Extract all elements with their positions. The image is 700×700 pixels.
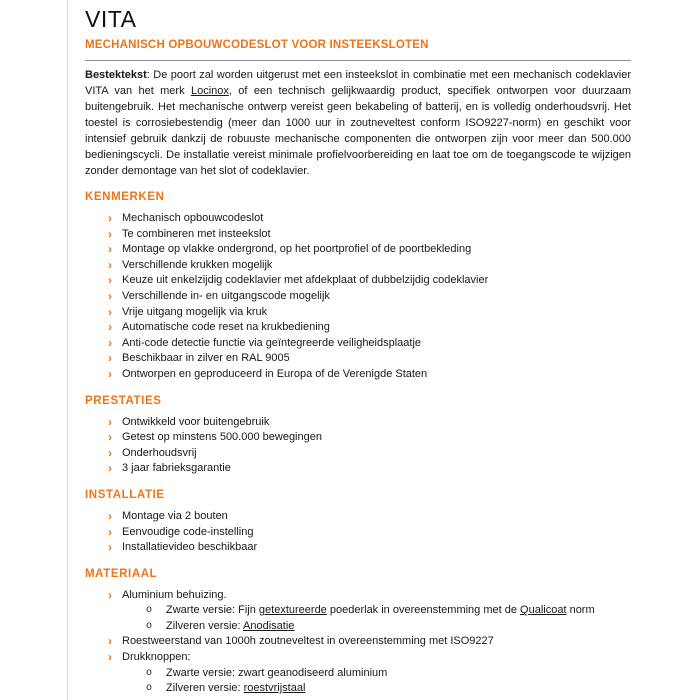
sub-list-item-text bbox=[166, 619, 631, 635]
list-item-text bbox=[122, 446, 631, 462]
text-segment: Onderhoudsvrij bbox=[122, 446, 197, 459]
list-item-text bbox=[122, 258, 631, 274]
bullet-arrow-icon: › bbox=[108, 524, 112, 539]
text-segment: Ontworpen en geproduceerd in Europa of de Verenigde Staten bbox=[122, 367, 428, 380]
bullet-arrow-icon: › bbox=[108, 257, 112, 272]
text-segment: Zwarte versie: Fijn bbox=[166, 604, 259, 617]
section-heading-kenmerken: KENMERKEN bbox=[85, 191, 165, 203]
list-item-text bbox=[122, 351, 631, 367]
list-item-text bbox=[122, 211, 631, 227]
list-item bbox=[85, 650, 631, 666]
text-segment: , of een technisch gelijkwaardig product, specifiek ontworpen voor duurzaam buitengebruik. Het mechanische ontwerp vereist geen bekabeling of batterij, en is volledig onderhoudsvrij. Het toestel is corrosiebestendig (meer dan 1000 uur in zoutneveltest conform ISO9227-norm) en geschikt voor intensief gebruik dankzij de robuuste mechanische componenten die ontworpen zijn voor meer dan 500.000 bedieningscycli. De installatie vereist minimale profielvoorbereiding en laat toe om de toegangscode te wijzigen zonder demontage van het slot of codeklavier. bbox=[85, 85, 631, 177]
bullet-arrow-icon: › bbox=[108, 288, 112, 303]
list-item-text bbox=[122, 415, 631, 431]
spec-paragraph bbox=[85, 67, 631, 179]
text-segment: Keuze uit enkelzijdig codeklavier met afdekplaat of dubbelzijdig codeklavier bbox=[122, 274, 489, 287]
list-item-text bbox=[122, 461, 631, 477]
section-heading-materiaal: MATERIAAL bbox=[85, 567, 158, 580]
text-segment: poederlak in overeenstemming met de bbox=[326, 604, 521, 617]
installatie-list bbox=[85, 509, 631, 556]
horizontal-rule bbox=[85, 60, 631, 61]
list-item bbox=[85, 336, 631, 352]
bullet-arrow-icon: › bbox=[108, 226, 112, 241]
list-item bbox=[85, 367, 631, 383]
list-item-text bbox=[122, 305, 631, 321]
text-segment: Ontwikkeld voor buitengebruik bbox=[122, 415, 270, 428]
underlined-link-text[interactable]: Qualicoat bbox=[520, 604, 567, 617]
list-item bbox=[85, 258, 631, 274]
text-segment: Anti-code detectie functie via geïntegreerde veiligheidsplaatje bbox=[122, 336, 422, 349]
list-item bbox=[85, 430, 631, 446]
list-item bbox=[85, 634, 631, 650]
sub-list-item bbox=[85, 603, 631, 619]
bullet-arrow-icon: › bbox=[108, 461, 112, 476]
text-segment: Drukknoppen: bbox=[122, 651, 191, 664]
list-item bbox=[85, 525, 631, 541]
list-item-text bbox=[122, 540, 631, 556]
text-segment: Eenvoudige code-instelling bbox=[122, 525, 254, 538]
bullet-arrow-icon: › bbox=[108, 414, 112, 429]
list-item bbox=[85, 446, 631, 462]
list-item bbox=[85, 540, 631, 556]
list-item-text bbox=[122, 588, 631, 604]
prestaties-list bbox=[85, 415, 631, 477]
list-item-text bbox=[122, 242, 631, 258]
list-item bbox=[85, 461, 631, 477]
bullet-arrow-icon: › bbox=[108, 211, 112, 225]
bullet-arrow-icon: › bbox=[108, 445, 112, 460]
list-item bbox=[85, 227, 631, 243]
section-installatie bbox=[85, 489, 631, 556]
sub-list-item-text bbox=[166, 681, 631, 697]
text-segment: Beschikbaar in zilver en RAL 9005 bbox=[122, 352, 290, 365]
text-segment: Montage op vlakke ondergrond, op het poortprofiel of de poortbekleding bbox=[122, 243, 472, 256]
list-item bbox=[85, 289, 631, 305]
text-segment: Bestektekst bbox=[85, 69, 147, 81]
list-item bbox=[85, 588, 631, 604]
bullet-arrow-icon: › bbox=[108, 540, 112, 555]
bullet-arrow-icon: › bbox=[108, 335, 112, 350]
sub-bullet-icon: o bbox=[146, 605, 153, 617]
bullet-arrow-icon: › bbox=[108, 634, 112, 649]
sub-list-item bbox=[85, 619, 631, 635]
underlined-link-text[interactable]: Locinox bbox=[190, 85, 229, 97]
sub-list-item-text bbox=[166, 666, 631, 682]
bullet-arrow-icon: › bbox=[108, 366, 112, 381]
sub-list-item bbox=[85, 666, 631, 682]
document-subtitle: MECHANISCH OPBOUWCODESLOT VOOR INSTEEKSLOTEN bbox=[85, 39, 429, 51]
section-kenmerken bbox=[85, 191, 631, 383]
list-item bbox=[85, 242, 631, 258]
bullet-arrow-icon: › bbox=[108, 351, 112, 366]
list-item-text bbox=[122, 336, 631, 352]
bullet-arrow-icon: › bbox=[108, 430, 112, 445]
list-item bbox=[85, 273, 631, 289]
list-item-text bbox=[122, 273, 631, 289]
text-segment: Installatievideo beschikbaar bbox=[122, 541, 258, 554]
list-item-text bbox=[122, 525, 631, 541]
sub-bullet-icon: o bbox=[146, 683, 153, 695]
page-margin-guide bbox=[67, 0, 68, 700]
list-item-text bbox=[122, 320, 631, 336]
text-segment: Roestweerstand van 1000h zoutneveltest in overeenstemming met ISO9227 bbox=[122, 635, 494, 648]
bullet-arrow-icon: › bbox=[108, 650, 112, 665]
bullet-arrow-icon: › bbox=[108, 508, 112, 523]
section-prestaties bbox=[85, 395, 631, 477]
document-title: VITA bbox=[85, 6, 137, 32]
sub-bullet-icon: o bbox=[146, 620, 153, 632]
text-segment: 3 jaar fabrieksgarantie bbox=[122, 462, 231, 475]
list-item bbox=[85, 509, 631, 525]
text-segment: Te combineren met insteekslot bbox=[122, 227, 271, 240]
bullet-arrow-icon: › bbox=[108, 320, 112, 335]
text-segment: Zilveren versie: bbox=[166, 619, 244, 632]
text-segment: Aluminium behuizing. bbox=[122, 588, 227, 601]
section-heading-installatie: INSTALLATIE bbox=[85, 488, 165, 501]
text-segment: norm bbox=[566, 604, 595, 617]
text-segment: Mechanisch opbouwcodeslot bbox=[122, 212, 264, 224]
text-segment: Zilveren versie: bbox=[166, 682, 244, 695]
underlined-link-text[interactable]: getextureerde bbox=[258, 604, 327, 617]
list-item bbox=[85, 305, 631, 321]
bullet-arrow-icon: › bbox=[108, 304, 112, 319]
underlined-link-text[interactable]: roestvrijstaal bbox=[243, 682, 306, 695]
text-segment: Zwarte versie: zwart geanodiseerd aluminium bbox=[166, 666, 388, 679]
text-segment: Automatische code reset na krukbediening bbox=[122, 321, 330, 334]
materiaal-list bbox=[85, 588, 631, 697]
sub-list-item-text bbox=[166, 603, 631, 619]
list-item-text bbox=[122, 227, 631, 243]
bullet-arrow-icon: › bbox=[108, 587, 112, 602]
list-item bbox=[85, 415, 631, 431]
text-segment: Verschillende in- en uitgangscode mogelijk bbox=[122, 289, 330, 302]
list-item bbox=[85, 351, 631, 367]
sub-bullet-icon: o bbox=[146, 667, 153, 679]
document-content bbox=[85, 0, 631, 697]
text-segment: Verschillende krukken mogelijk bbox=[122, 258, 273, 271]
list-item-text bbox=[122, 367, 631, 383]
bullet-arrow-icon: › bbox=[108, 242, 112, 257]
section-materiaal bbox=[85, 568, 631, 697]
sub-list-item bbox=[85, 681, 631, 697]
list-item-text bbox=[122, 430, 631, 446]
text-segment: Montage via 2 bouten bbox=[122, 509, 228, 522]
list-item bbox=[85, 211, 631, 227]
list-item-text bbox=[122, 509, 631, 525]
underlined-link-text[interactable]: Anodisatie bbox=[243, 619, 295, 632]
text-segment: Getest op minstens 500.000 bewegingen bbox=[122, 431, 322, 444]
text-segment: Vrije uitgang mogelijk via kruk bbox=[122, 305, 268, 318]
list-item-text bbox=[122, 650, 631, 666]
list-item bbox=[85, 320, 631, 336]
section-heading-prestaties: PRESTATIES bbox=[85, 394, 162, 407]
list-item-text bbox=[122, 634, 631, 650]
kenmerken-list bbox=[85, 211, 631, 383]
bullet-arrow-icon: › bbox=[108, 273, 112, 288]
text-segment: : De poort zal worden uitgerust met een insteekslot in combinatie met een mechanisch codeklavier VITA van het merk bbox=[85, 69, 631, 97]
list-item-text bbox=[122, 289, 631, 305]
